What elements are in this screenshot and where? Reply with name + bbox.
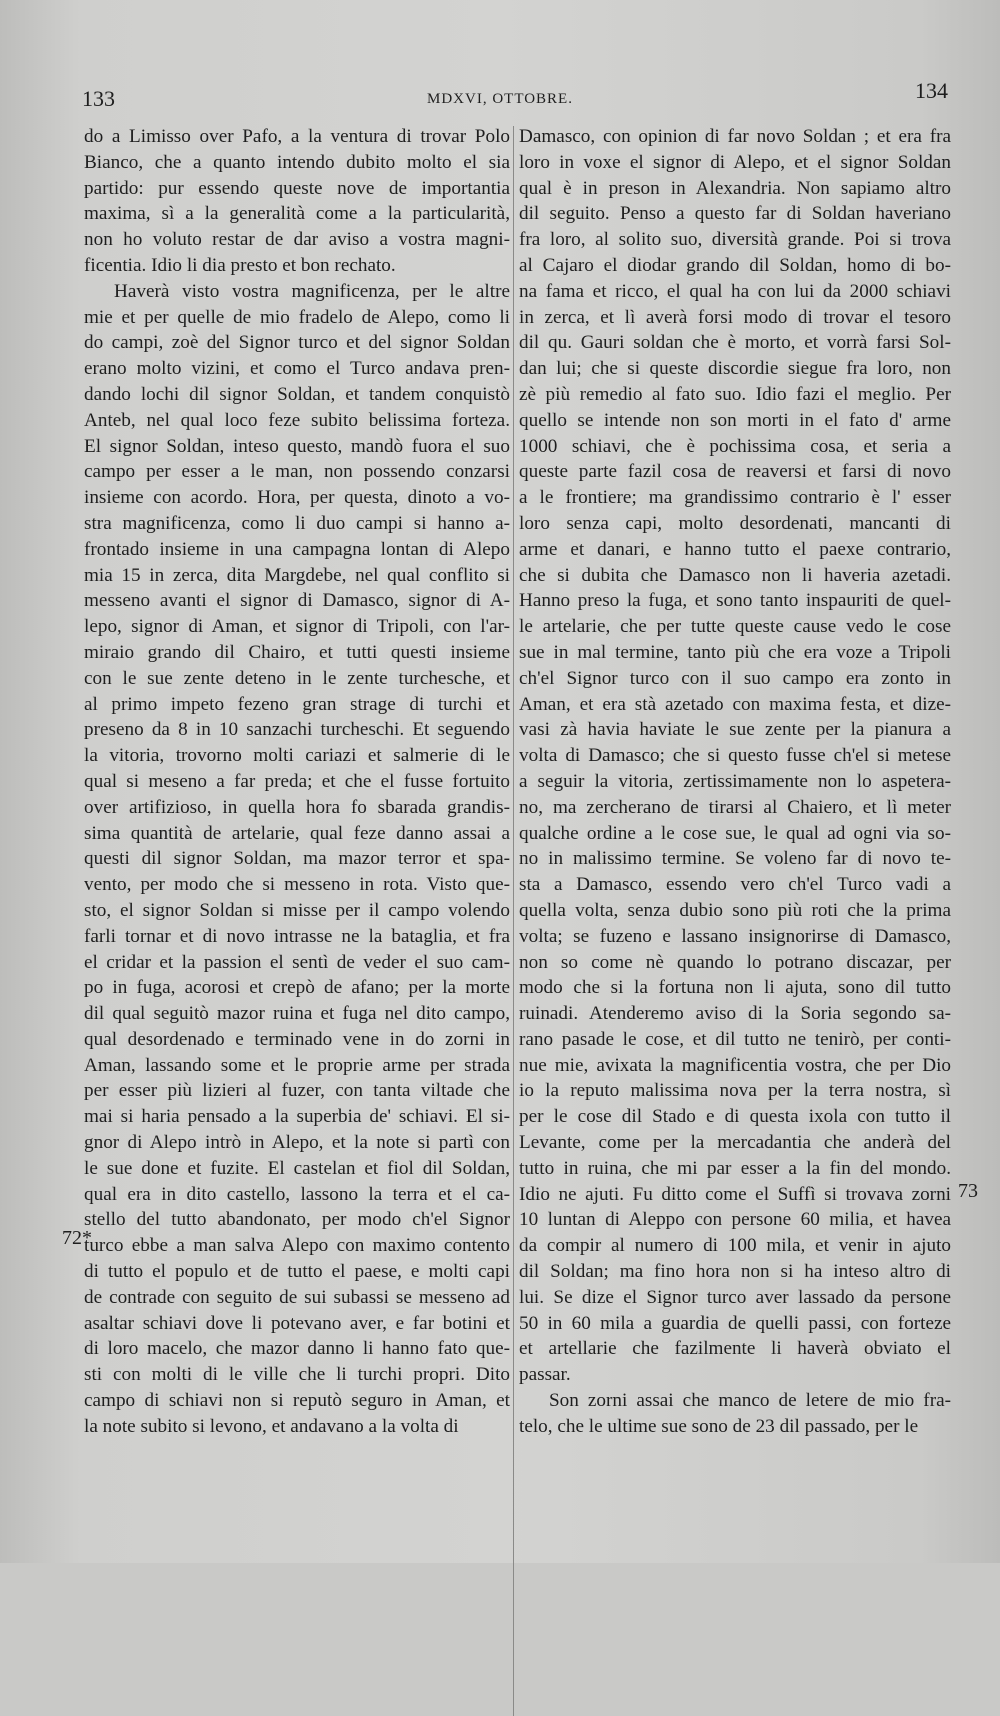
text-line: El signor Soldan, inteso questo, mandò fuora el suo <box>84 435 510 457</box>
text-line: Hanno preso la fuga, et sono tanto inspauriti de quel- <box>519 590 951 612</box>
text-line: sta a Damasco, essendo vero ch'el Turco vadi a <box>519 874 951 896</box>
text-line: sti con molti di le ville che li turchi propri. Dito <box>84 1364 510 1386</box>
text-line: campo per esser a le man, non possendo conzarsi <box>84 461 510 483</box>
text-line: con le sue zente deteno in le zente turchesche, et <box>84 667 510 689</box>
text-line: di loro macelo, che mazor danno li hanno fato que- <box>84 1338 510 1360</box>
text-line: miraio grando dil Chairo, et tutti questi insieme <box>84 641 510 663</box>
text-line: farli tornar et di novo intrasse ne la bataglia, et fra <box>84 925 510 947</box>
text-line: 10 luntan di Aleppo con persone 60 milia, et havea <box>519 1209 951 1231</box>
text-line: da compir al numero di 100 mila, et venir in ajuto <box>519 1235 951 1257</box>
text-line: qual si meseno a far preda; et che el fusse fortuito <box>84 770 510 792</box>
text-line: che si dubita che Damasco non li haveria azetadi. <box>519 564 951 586</box>
left-margin-number: 72* <box>62 1227 92 1249</box>
text-line: loro in voxe el signor di Alepo, et el signor Soldan <box>519 151 951 173</box>
text-line: de contrade con seguito de sui subassi se messeno ad <box>84 1286 510 1308</box>
text-line: frontado insieme in una campagna lontan di Alepo <box>84 538 510 560</box>
left-column-text <box>84 124 510 1440</box>
text-line: in zerca, et lì averà forsi modo di trovar el tesoro <box>519 306 951 328</box>
text-line: dil qu. Gauri soldan che è morto, et vorrà farsi Sol- <box>519 332 951 354</box>
text-line: tutto in ruina, che mi par esser a la fin del mondo. <box>519 1157 951 1179</box>
text-line: telo, che le ultime sue sono de 23 dil passado, per le <box>519 1415 919 1437</box>
text-line: no in malissimo termine. Se voleno far di novo te- <box>519 848 951 870</box>
text-line: questi dil signor Soldan, ma mazor terror et spa- <box>84 848 510 870</box>
text-line: zè più remedio al fato suo. Idio fazi el meglio. Per <box>519 383 951 405</box>
text-line: queste parte fazil cosa de reaversi et farsi di novo <box>519 461 951 483</box>
text-line: Aman, lassando some et le proprie arme per strada <box>84 1054 510 1076</box>
right-page-number: 134 <box>915 78 948 103</box>
text-line: 50 in 60 mila a guardia de quelli passi, con forteze <box>519 1312 951 1334</box>
text-line: dil Soldan; ma fino hora non si ha inteso altro di <box>519 1261 951 1283</box>
text-line: dando lochi dil signor Soldan, et tandem conquistò <box>84 383 510 405</box>
text-line: a seguir la vitoria, zertissimamente non lo aspetera- <box>519 770 951 792</box>
text-line: non so come nè quando lo potrano discazar, per <box>519 951 951 973</box>
text-line: di tutto el populo et de tutto el paese, e molti capi <box>84 1261 510 1283</box>
text-line: dan lui; che si queste discordie siegue fra loro, non <box>519 358 951 380</box>
text-line: volta; se fuzeno e lassano insignorirse di Damasco, <box>519 925 951 947</box>
text-line: na fama et ricco, el qual ha con lui da 2000 schiavi <box>519 280 951 302</box>
text-line: Damasco, con opinion di far novo Soldan ; et era fra <box>519 126 951 147</box>
text-line: maxima, sì a la generalità come a la particularità, <box>84 203 510 225</box>
text-line: io la reputo malissima nova per la terra nostra, sì <box>519 1080 951 1102</box>
text-line: over artifizioso, in quella hora fo sbarada grandis- <box>84 796 510 818</box>
text-line: volta di Damasco; che si questo fusse ch'el si metese <box>519 745 951 767</box>
text-line: non ho voluto restar de dar aviso a vostra magni- <box>84 229 510 251</box>
text-line: rano pasade le cose, et dil tutto ne tenirò, per conti- <box>519 1028 951 1050</box>
text-line: vento, per modo che si messeno in rota. Visto que- <box>84 874 510 896</box>
text-line: sima quantità de artelarie, qual feze danno assai a <box>84 822 510 844</box>
text-line: quello se intende non son morti in el fato d' arme <box>519 409 951 431</box>
text-line: qualche ordine a le cose sue, le qual ad ogni via so- <box>519 822 951 844</box>
text-line: ficentia. Idio li dia presto et bon rechato. <box>84 254 396 276</box>
running-title: MDXVI, OTTOBRE. <box>427 91 573 107</box>
text-line: la note subito si levono, et andavano a la volta di <box>84 1415 459 1437</box>
text-line: campo di schiavi non si reputò seguro in Aman, et <box>84 1390 510 1412</box>
text-line: asaltar schiavi dove li potevano aver, e far botini et <box>84 1312 510 1334</box>
text-line: erano molto vizini, et como el Turco andava pren- <box>84 358 510 380</box>
text-line: sto, el signor Soldan si misse per il campo volendo <box>84 899 510 921</box>
text-line: dil seguito. Penso a questo far di Soldan haveriano <box>519 203 951 225</box>
text-line: do campi, zoè del Signor turco et del signor Soldan <box>84 332 510 354</box>
text-line: insieme con acordo. Hora, per questa, dinoto a vo- <box>84 487 510 509</box>
text-line: al primo impeto fezeno gran strage di turchi et <box>84 693 510 715</box>
text-line: no, ma zercherano de tirarsi al Chaiero, et lì meter <box>519 796 951 818</box>
text-line: la vitoria, trovorno molti cariazi et salmerie di le <box>84 745 510 767</box>
text-line: do a Limisso over Pafo, a la ventura di trovar Polo <box>84 126 510 147</box>
text-line: el cridar et la passion el sentì de veder el suo cam- <box>84 951 510 973</box>
text-line: mia 15 in zerca, dita Margdebe, nel qual conflito si <box>84 564 510 586</box>
text-line: per esser più lizieri al fuzer, con tanta viltade che <box>84 1080 510 1102</box>
text-line: et artellarie che fazilmente li haverà obviato el <box>519 1338 951 1360</box>
text-line: fra loro, al solito suo, diversità grande. Poi si trova <box>519 229 951 251</box>
text-line: Aman, et era stà azetado con maxima festa, et dize- <box>519 693 951 715</box>
text-line: dil qual seguitò mazor ruina et fuga nel dito campo, <box>84 1003 510 1025</box>
text-line: 1000 schiavi, che è pochissima cosa, et seria a <box>519 435 951 457</box>
text-line: lui. Se dize el Signor turco aver lassado da persone <box>519 1286 951 1308</box>
text-line: qual desordenado e terminado vene in do zorni in <box>84 1028 510 1050</box>
text-line: Son zorni assai che manco de letere de mio fra- <box>549 1390 951 1412</box>
text-line: stello del tutto abandonato, per modo ch'el Signor <box>84 1209 510 1231</box>
text-line: stra magnificenza, como li duo campi si hanno a- <box>84 512 510 534</box>
text-line: ch'el Signor turco con il suo campo era zonto in <box>519 667 951 689</box>
text-line: Idio ne ajuti. Fu ditto come el Suffì si trovava zorni <box>519 1183 951 1205</box>
text-line: Haverà visto vostra magnificenza, per le altre <box>114 280 510 302</box>
text-line: a le frontiere; ma grandissimo contrario è l' esser <box>519 487 951 509</box>
text-line: Anteb, nel qual loco feze subito belissima forteza. <box>84 409 510 431</box>
text-line: le sue done et fuzite. El castelan et fiol dil Soldan, <box>84 1157 510 1179</box>
text-line: per le cose dil Stado e di questa ixola con tutto il <box>519 1106 951 1128</box>
column-divider <box>513 126 514 1716</box>
right-margin-number: 73 <box>958 1180 978 1202</box>
text-line: al Cajaro el diodar grando dil Soldan, homo di bo- <box>519 254 951 276</box>
text-line: partido: pur essendo queste nove de importantia <box>84 177 510 199</box>
text-line: sue in mal termine, tanto più che era voze a Tripoli <box>519 641 951 663</box>
text-line: arme et danari, e hanno tutto el paexe contrario, <box>519 538 951 560</box>
text-line: mai si haria pensado a la superbia de' schiavi. El si- <box>84 1106 510 1128</box>
text-line: nue mie, avixata la magnificentia vostra, che per Dio <box>519 1054 951 1076</box>
text-line: vasi zà havia haviate le sue zente per la pianura a <box>519 719 951 741</box>
text-line: modo che si la fortuna non li ajuta, sono dil tutto <box>519 977 951 999</box>
text-line: turco ebbe a man salva Alepo con maximo contento <box>84 1235 510 1257</box>
text-line: messeno avanti el signor di Damasco, signor di A- <box>84 590 510 612</box>
text-line: po in fuga, acorosi et crepò de afano; per la morte <box>84 977 510 999</box>
text-line: loro senza capi, molto desordenati, mancanti di <box>519 512 951 534</box>
text-line: le artelarie, che per tutte queste cause vedo le cose <box>519 616 951 638</box>
text-line: ruinadi. Atenderemo aviso di la Soria segondo sa- <box>519 1003 951 1025</box>
text-line: gnor di Alepo intrò in Alepo, et la note si partì con <box>84 1132 510 1154</box>
text-line: mie et per quelle de mio fradelo de Alepo, como li <box>84 306 510 328</box>
text-line: preseno da 8 in 10 sanzachi turcheschi. Et seguendo <box>84 719 510 741</box>
text-line: quella volta, senza dubio sono più roti che la prima <box>519 899 951 921</box>
text-line: Bianco, che a quanto intendo dubito molto el sia <box>84 151 510 173</box>
text-line: lepo, signor di Aman, et signor di Tripoli, con l'ar- <box>84 616 510 638</box>
text-line: Levante, come per la mercadantia che anderà del <box>519 1132 951 1154</box>
text-line: qual è in preson in Alexandria. Non sapiamo altro <box>519 177 951 199</box>
text-line: passar. <box>519 1364 571 1386</box>
right-column-text <box>519 124 951 1440</box>
text-line: qual era in dito castello, lassono la terra et el ca- <box>84 1183 510 1205</box>
left-page-number: 133 <box>82 86 115 111</box>
